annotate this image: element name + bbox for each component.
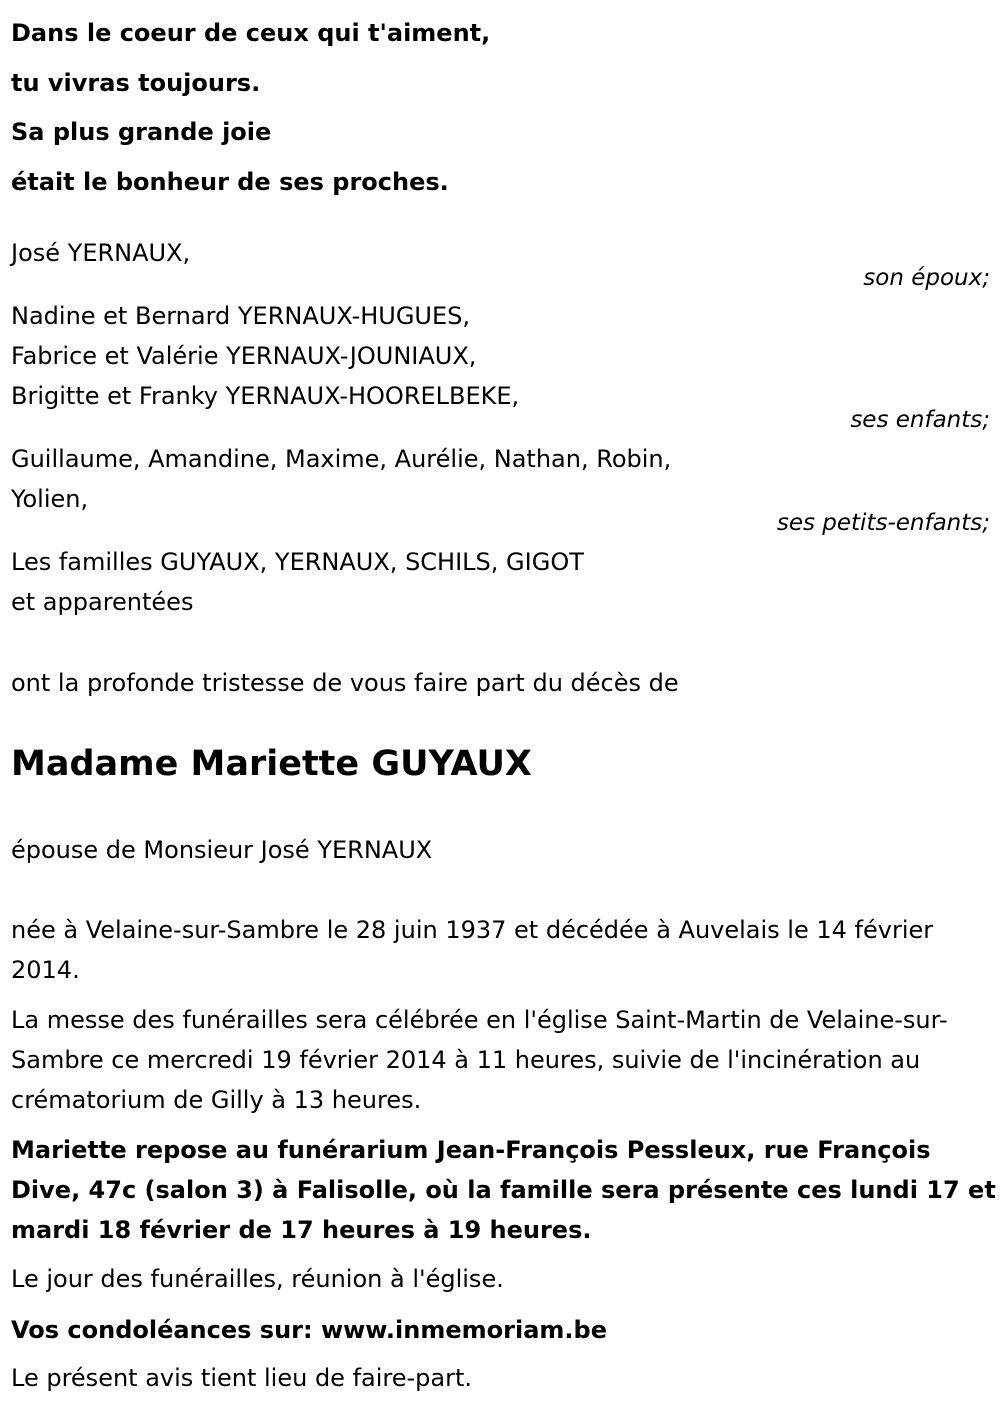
funeral-paragraph: La messe des funérailles sera célébrée en l'église Saint-Martin de Velaine-sur-Sambre ce mercredi 19 février 2014 à 11 heures, suivie de l'incinération au crématorium de Gilly à 13 heures.	[11, 1006, 948, 1114]
meeting-line: Le jour des funérailles, réunion à l'église.	[11, 1265, 504, 1293]
children-list	[11, 296, 991, 416]
families-line: et apparentées	[11, 588, 194, 616]
spouse-name: José YERNAUX,	[11, 239, 191, 267]
children-role: ses enfants;	[850, 407, 990, 433]
announcement: ont la profonde tristesse de vous faire part du décès de	[11, 669, 679, 697]
birth-death-paragraph: née à Velaine-sur-Sambre le 28 juin 1937 et décédée à Auvelais le 14 février 2014.	[11, 916, 934, 984]
child-name: Nadine et Bernard YERNAUX-HUGUES,	[11, 302, 471, 330]
deceased-name: Madame Mariette GUYAUX	[11, 744, 532, 784]
visitation-paragraph: Mariette repose au funérarium Jean-François Pessleux, rue François Dive, 47c (salon 3) à Falisolle, où la famille sera présente ces lundi 17 et mardi 18 février de 17 heures à 19 heures.	[11, 1136, 996, 1244]
grandchild-names: Guillaume, Amandine, Maxime, Aurélie, Nathan, Robin,	[11, 445, 672, 473]
poem-line: tu vivras toujours.	[11, 68, 261, 97]
poem-line: Dans le coeur de ceux qui t'aiment,	[11, 19, 491, 47]
families-line: Les familles GUYAUX, YERNAUX, SCHILS, GIGOT	[11, 548, 584, 576]
grandchildren-role: ses petits-enfants;	[776, 510, 990, 536]
poem-line: était le bonheur de ses proches.	[11, 167, 449, 196]
deceased-spouse-line: épouse de Monsieur José YERNAUX	[11, 836, 433, 864]
condolences-line: Vos condoléances sur: www.inmemoriam.be	[11, 1316, 607, 1344]
grandchildren-list	[11, 439, 991, 519]
notice-line: Le présent avis tient lieu de faire-part.	[11, 1364, 473, 1392]
child-name: Brigitte et Franky YERNAUX-HOORELBEKE,	[11, 382, 520, 410]
spouse-role: son époux;	[863, 265, 990, 291]
poem	[11, 9, 981, 207]
families-list	[11, 542, 991, 622]
poem-line: Sa plus grande joie	[11, 118, 272, 146]
grandchild-names: Yolien,	[11, 485, 89, 513]
child-name: Fabrice et Valérie YERNAUX-JOUNIAUX,	[11, 342, 477, 370]
